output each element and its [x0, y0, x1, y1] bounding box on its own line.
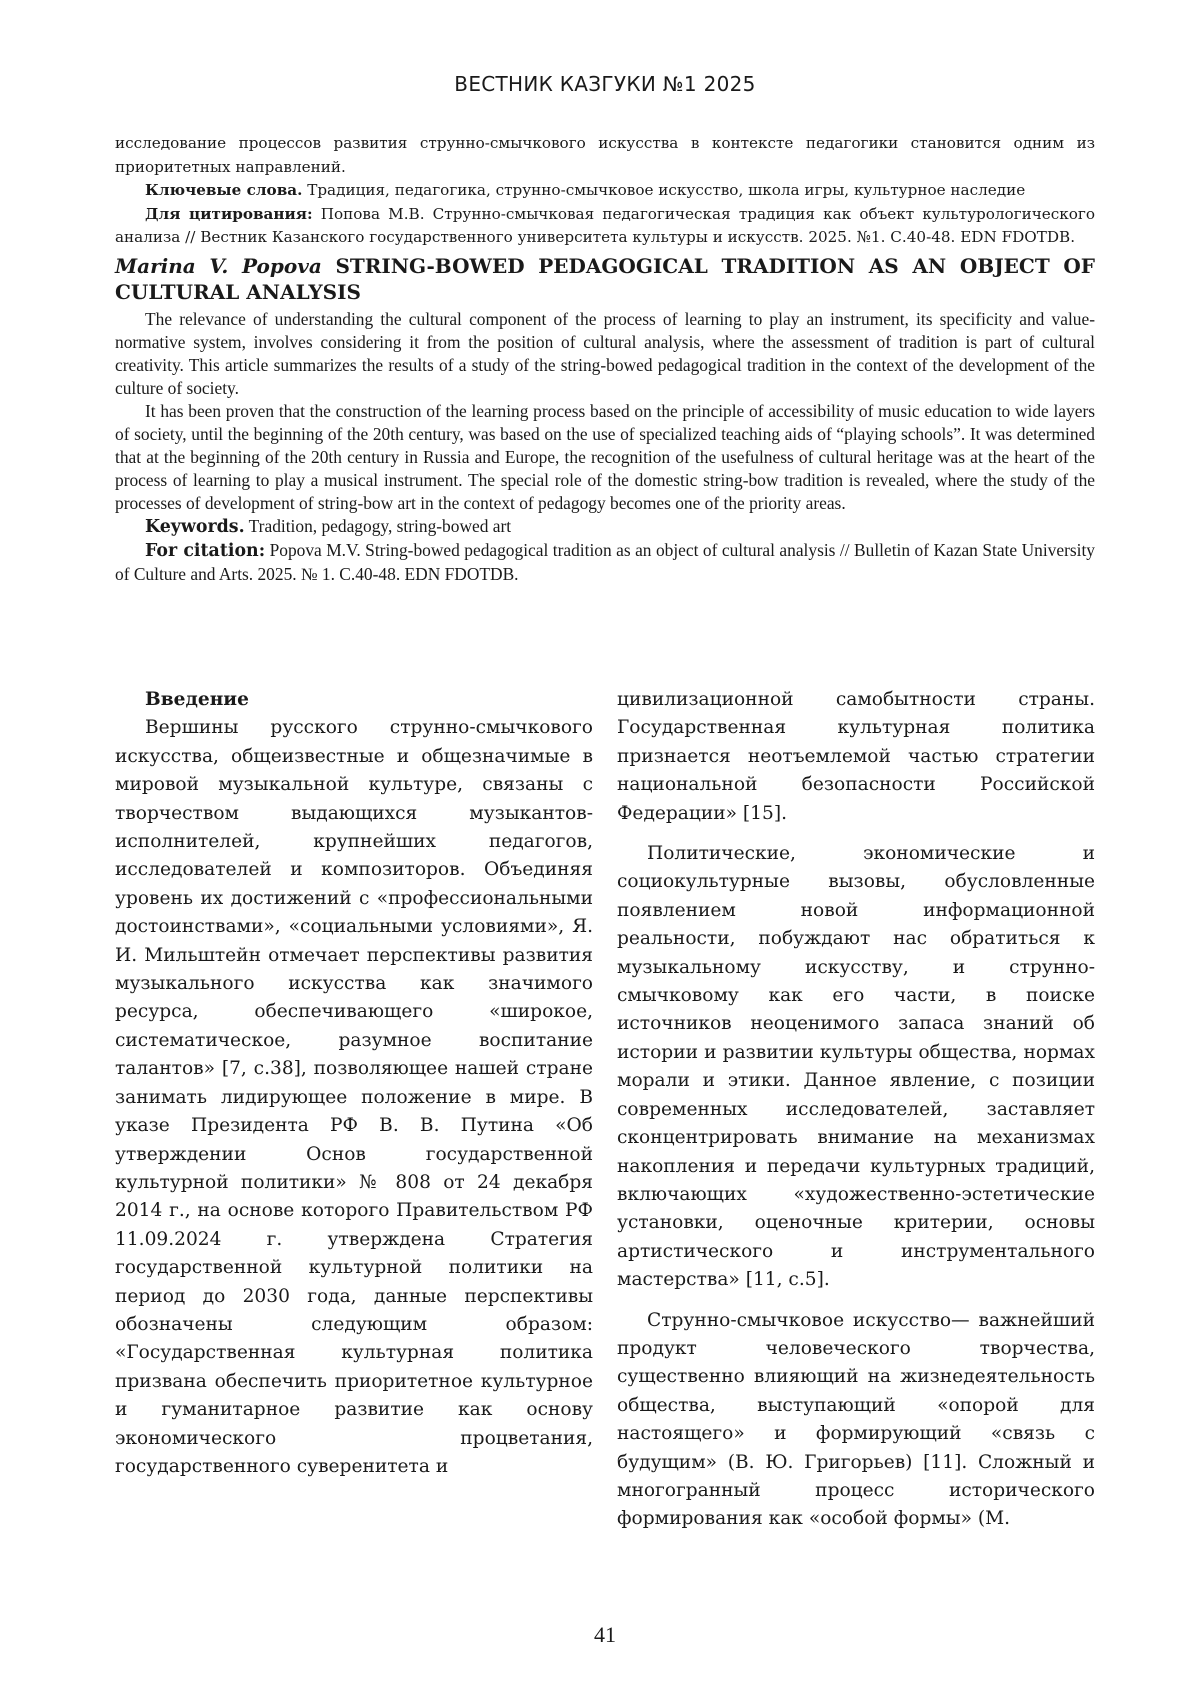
right-column	[617, 686, 1095, 1534]
citation-en	[115, 539, 1095, 586]
keywords-en-text: Tradition, pedagogy, string-bowed art	[244, 515, 512, 536]
keywords-en-label: Keywords.	[145, 516, 245, 537]
english-title	[115, 253, 1095, 305]
body-paragraph: цивилизационной самобытности страны. Государственная культурная политика признается неотъемлемой частью стратегии национальной безопасности Российской Федерации» [15].	[617, 689, 1095, 824]
page-number: 41	[594, 1622, 616, 1647]
body-paragraph: Струнно-смычковое искусство— важнейший продукт человеческого творчества, существенно влияющий на жизнедеятельность общества, выступающий «опорой для настоящего» и формирующий «связь с будущим» (В. Ю. Григорьев) [11]. Сложный и многогранный процесс исторического формирования как «особой формы» (М.	[617, 1309, 1095, 1530]
citation-ru-label: Для цитирования:	[145, 204, 313, 223]
body-paragraph: Политические, экономические и социокультурные вызовы, обусловленные появлением новой информационной реальности, побуждают нас обратиться к музыкальному искусству, и струнно-смычковому как его части, в поиске источников неоценимого запаса знаний об истории и развитии культуры общества, нормах морали и этики. Данное явление, с позиции современных исследователей, заставляет сконцентрировать внимание на механизмах накопления и передачи культурных традиций, включающих «художественно-эстетические установки, оценочные критерии, основы артистического и инструментального мастерства» [11, с.5].	[617, 843, 1095, 1291]
keywords-en	[115, 515, 1095, 539]
body-columns	[115, 686, 1095, 1534]
article-title-en: STRING-BOWED PEDAGOGICAL TRADITION AS AN OBJECT OF CULTURAL ANALYSIS	[115, 253, 1095, 304]
abstract-block	[115, 132, 1095, 586]
keywords-ru-label: Ключевые слова.	[145, 181, 303, 199]
journal-header: ВЕСТНИК КАЗГУКИ №1 2025	[454, 72, 756, 96]
abstract-ru-tail: исследование процессов развития струнно-смычкового искусства в контексте педагогики становится одним из приоритетных направлений.	[115, 134, 1095, 176]
citation-en-text: Popova M.V. String-bowed pedagogical tradition as an object of cultural analysis // Bulletin of Kazan State University of Culture and Arts. 2025. № 1. С.40-48. EDN FDOTDB.	[115, 539, 1095, 584]
left-column	[115, 686, 593, 1534]
body-paragraph: Вершины русского струнно-смычкового искусства, общеизвестные и общезначимые в мировой музыкальной культуре, связаны с творчеством выдающихся музыкантов-исполнителей, крупнейших педагогов, исследователей и композиторов. Объединяя уровень их достижений с «профессиональными достоинствами», «социальными условиями», Я. И. Мильштейн отмечает перспективы развития музыкального искусства как значимого ресурса, обеспечивающего «широкое, систематическое, разумное воспитание талантов» [7, с.38], позволяющее нашей стране занимать лидирующее положение в мире. В указе Президента РФ В. В. Путина «Об утверждении Основ государственной культурной политики» № 808 от 24 декабря 2014 г., на основе которого Правительством РФ 11.09.2024 г. утверждена Стратегия государственной культурной политики на период до 2030 года, данные перспективы обозначены следующим образом: «Государственная культурная политика призвана обеспечить приоритетное культурное и гуманитарное развитие как основу экономического процветания, государственного суверенитета и	[115, 717, 593, 1477]
section-title: Введение	[145, 689, 249, 710]
keywords-ru-text: Традиция, педагогика, струнно-смычковое искусство, школа игры, культурное наследие	[302, 181, 1026, 199]
citation-en-label: For citation:	[145, 540, 266, 561]
page	[115, 0, 1095, 1697]
keywords-ru	[115, 179, 1095, 203]
author-name: Marina V. Popova	[115, 253, 322, 278]
citation-ru-text: Попова М.В. Струнно-смычковая педагогическая традиция как объект культурологического анализа // Вестник Казанского государственного университета культуры и искусств. 2025. №1. С.40-48. EDN FDOTDB.	[115, 204, 1096, 246]
abstract-en-para-2: It has been proven that the construction of the learning process based on the principle of accessibility of music education to wide layers of society, until the beginning of the 20th century, was based on the use of specialized teaching aids of “playing schools”. It was determined that at the beginning of the 20th century in Russia and Europe, the recognition of the usefulness of cultural heritage was at the heart of the process of learning to play a musical instrument. The special role of the domestic string-bow tradition is revealed, where the study of the processes of development of string-bow art in the context of pedagogy becomes one of the priority areas.	[115, 400, 1095, 513]
abstract-en-para-1: The relevance of understanding the cultural component of the process of learning to play an instrument, its specificity and value-normative system, involves considering it from the position of cultural analysis, where the assessment of tradition is part of cultural creativity. This article summarizes the results of a study of the string-bowed pedagogical tradition in the context of the development of the culture of society.	[115, 308, 1095, 398]
citation-ru	[115, 203, 1095, 250]
